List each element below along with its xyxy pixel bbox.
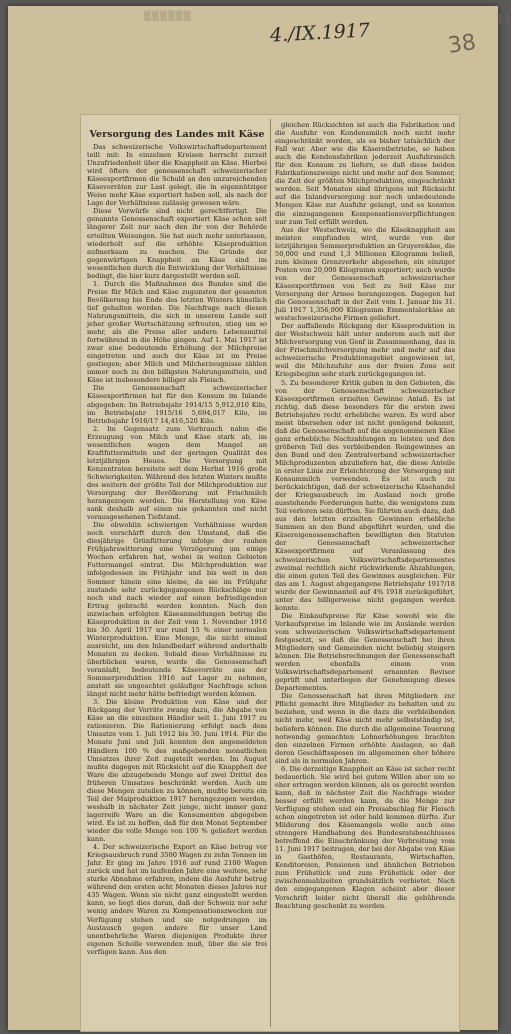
paragraph: 3. Die kleine Produktion von Käse und der Rückgang der Vorräte zwang dazu, die Abgabe von Käse an die einzelnen Händler seit 1. Juni 1917 zu rationieren. Die Rationierung erfolgt nach dem Umsatze vom 1. Juli 1912 bis 30. Juni 1914. Für die Monate Juni und Juli konnten den angemeldeten Händlern 100 % des maßgebenden monatlichen Umsatzes ihrer Zeit zugeteilt werden. Im August mußte dagegen mit Rücksicht auf die Knappheit der Ware die abzugebende Menge auf zwei Drittel des früheren Umsatzes beschränkt werden. Auch um diese Mengen zuteilen zu können, mußte bereits ein Teil der Maiproduktion 1917 herangezogen werden, weshalb in nächster Zeit junge, nicht immer ganz lagerreife Ware an die Konsumenten abgegeben wird. Es ist zu hoffen, daß für den Monat September wieder die volle Menge von 100 % geliefert werden kann.	[87, 698, 267, 844]
paragraph: 6. Die derzeitige Knappheit an Käse ist sicher recht bedauerlich. Sie wird bei gutem Willen aber um so eher ertragen werden können, als es gerecht werden kann, daß in nächster Zeit die Nachfrage wieder besser erfüllt werden kann, da die Menge zur Verfügung stehen und ein Preisabschlag für Fleisch schon eingetreten ist oder bald kommen dürfte. Zur Milderung des Käsemangels wolle auch eine strengere Handhabung des Bundesratsbeschlusses betreffend die Einschränkung der Verbreitung vom 11. Juni 1917 beitragen, der bei der Abgabe von Käse in Gasthöfen, Restaurants, Wirtschaften, Konditoreien, Pensionen und ähnlichen Betrieben zum Frühstück und zum Frühstück oder der zwischenmahlzeiten grundsätzlich verbietet. Nach den eingegangenen Klagen scheint aber dieser Vorschrift leider nicht überall die gebührende Beachtung geschenkt zu werden.	[275, 764, 455, 910]
archive-sheet	[8, 6, 511, 1030]
article-title: Versorgung des Landes mit Käse	[89, 129, 265, 140]
paragraph: Der auffallende Rückgang der Käseproduktion in der Westschweiz hält unter anderem auch mit der Milchversorgung von Genf in Zusammenhang, das in der Frischmilchversorgung mehr und mehr auf das schweizerische Produktionsgebiet angewiesen ist, weil die Milchzufuhr aus der freien Zone seit Kriegsbeginn sehr stark zurückgegangen ist.	[275, 322, 455, 379]
article-column-right	[275, 121, 455, 1025]
paragraph: 4. Der schweizerische Export an Käse betrug vor Kriegsausbruch rund 3500 Wagen zu zehn Tonnen im Jahr. Er ging im Jahre 1916 auf rund 2100 Wagen zurück und hat im laufenden Jahre eine weitere, sehr starke Abnahme erfahren, indem die Ausfuhr betrug während den ersten acht Monaten dieses Jahres nur 435 Wagen. Wenn sie nicht ganz eingestellt werden kann, so liegt dies daran, daß der Schweiz nur sehr wenig andere Waren zu Kompensationszwecken zur Verfügung stehen und sie notgedrungen im Austausch gegen andere für unser Land unentbehrliche Waren diejenigen Produkte ihrer eigenen Scholle verwenden muß, über die sie frei verfügen kann. Aus den	[87, 843, 267, 956]
faint-stamp: ▒▒▒▒▒▒	[144, 12, 192, 22]
column-divider	[270, 119, 271, 1027]
newspaper-clipping	[80, 114, 460, 1032]
paragraph: Die Genossenschaft schweizerischer Käseexportfirmen hat für den Konsum im Inlande abgegeben: Im Betriebsjahr 1914/15 5,912,010 Kilo, im Betriebsjahr 1915/16 5,694,017 Kilo, im Betriebsjahr 1916/17 14,416,520 Kilo.	[87, 384, 267, 425]
paragraph: 2. Im Gegensatz zum Verbrauch nahm die Erzeugung von Milch und Käse stark ab, im wesentlichen wegen dem Mangel an Kraftfuttermitteln und der geringen Qualität des letztjährigen Heues. Die Versorgung mit Konzentraten bereitete seit dem Herbst 1916 große Schwierigkeiten. Während des letzten Winters mußte des weitern der größte Teil der Milchproduktion zur Versorgung der Bevölkerung mit Frischmilch herangezogen werden. Die Herstellung von Käse sank deshalb auf einen nie gekannten und nicht vorausgesehenen Tiefstand.	[87, 424, 267, 522]
paragraph: Die Einkaufspreise für Käse sowohl wie die Verkaufspreise im Inlande wie im Auslande werden vom schweizerischen Volkswirtschaftsdepartement festgesetzt, so daß die Genossenschaft bei ihren Mitgliedern und Gemeinden nicht beliebig steigern können. Die Betriebsrechnungen der Genossenschaft werden ebenfalls einem vom Volkswirtschaftsdepartement ernannten Revisor geprüft und unterliegen der Genehmigung dieses Departementes.	[275, 611, 455, 693]
paragraph: 1. Durch die Maßnahmen des Bundes sind die Preise für Milch und Käse zugunsten der gesamten Bevölkerung bis Ende des letzten Winters künstlich tief gehalten worden. Die Nachfrage nach diesen Nahrungsmitteln, die sich in unserem Lande seit jeher großer Wertschätzung erfreuten, stieg um so mehr, als die Preise aller andern Lebensmittel fortwährend in die Höhe gingen. Auf 1. Mai 1917 ist zwar eine bedeutende Erhöhung der Milchpreise eingetreten und auch der Käse ist im Preise gestiegen; aber Milch und Milcherzeugnisse zählen immer noch zu den billigsten Nahrungsmitteln, und Käse ist insbesondere billiger als Fleisch.	[87, 279, 267, 385]
paragraph: 5. Zu besonderer Kritik gaben in den Gebieten, die von der Genossenschaft schweizerischer Käseexportfirmen erzielten Gewinne Anlaß. Es ist richtig, daß diese besonders für die ersten zwei Betriebsjahre recht erhebliche waren. Es wird aber meist übersehen oder ist nicht genügend bekannt, daß die Genossenschaft auf die angenommenen Käse ganz erhebliche Nachzahlungen zu leisten und den größeren Teil des verbleibenden Reingewinnes an den Bund und den Zentralverband schweizerischer Milchproduzenten abzuliefern hat, die diese Anteile in erster Linie zur Erleichterung der Versorgung mit Konsummilch verwenden. Es ist auch zu berücksichtigen, daß der schweizerische Käsehandel der Kriegsausbruch im Ausland noch große ausstehende Forderungen hatte, die wenigstens zum Teil verloren sein dürften. Sie führten auch dazu, daß aus den letzten erzielten Gewinnen erhebliche Summen an den Bund abgeführt wurden, und die Käsereigenossenschaften bewilligten den Statuten der Genossenschaft schweizerischer Käseexportfirmen auf Veranlassung des schweizerischen Volkswirtschaftsdepartementes zweimal rechtlich nicht rückwirkende Abzahlungen, die einen guten Teil des Gewinnes ausgleichen. Für das am 1. August abgegangene Betriebsjahr 1917/18 wurde der Gewinnanteil auf 4% 1918 zurückgeführt, unter das billigerweise nicht gegangen werden konnte.	[275, 378, 455, 612]
paragraph: Das schweizerische Volkswirtschaftsdepartement teilt mit: In einzelnen Kreisen herrscht zurzeit Unzufriedenheit über die Knappheit an Käse. Hierbei wird öfters der genossenschaft schweizerischer Käseexportfirmen die Schuld an den unzureichenden Käsevorräten zur Last gelegt, die in eigennütziger Weise mehr Käse exportiert haben soll, als nach der Lage der Verhältnisse zulässig gewesen wäre.	[87, 143, 267, 208]
paragraph: Die Genossenschaft hat ihren Mitgliedern zur Pflicht gemacht ihre Mitglieder zu behalten und zu beziehen, und wenn in die dazu die verbleibenden nicht mehr, weil Käse nicht mehr selbstständig ist, beliefern können. Die durch die allgemeine Teuerung notwendig gemachten Lohnerhöhungen brachten den einzelnen Firmen erhöhte Auslagen, so daß deren Geschäftsspesen im allgemeinen eher höhere sind als in normalen Jahren.	[275, 692, 455, 765]
article-column-left	[87, 121, 267, 1025]
paragraph: Aus der Westschweiz, wo die Käseknappheit am meisten empfunden wird, wurde von der letztjährigen Sommerproduktion an Gruyerekäse, die 50,000 und rund 1,3 Millionen Kilogramm beließ, zum kleinen Grenzverkehr abgesehen, ein einziger Posten von 20,000 Kilogramm exportiert; auch wurde von der Genossenschaft schweizerischer Käseexportfirmen von Seit zu Seit Käse zur Versorgung der Armee herangezogen. Dagegen hat die Genossenschaft in der Zeit vom 1. Januar bis 31. Juli 1917 1,356,000 Kilogramm Emmentalerkäse an westschweizerische Firmen geliefert.	[275, 225, 455, 323]
paragraph: gleichen Rücksichten ist auch die Fabrikation und die Ausfuhr von Kondensmilch noch nicht mehr eingeschränkt worden, als es bisher tatsächlich der Fall war. Aber wie die Käsereibetriebe, so haben auch die Kondensfabriken jederzeit Ausfuhrsmilch für den Konsum zu liefern, so daß diese beiden Fabrikationszweige nicht und mehr auf den Sommer, die Zeit der größten Milchproduktion, eingeschränkt werden. Seit Monaten sind übrigens mit Rücksicht auf die Inlandversorgung nur noch unbedeutende Mengen Käse zur Ausfuhr gelangt, und es konnten die einzugangenen Kompensationsverpflichtungen nur zum Teil erfüllt werden.	[275, 121, 455, 226]
paragraph: Die obwohlin schwierigen Verhältnisse wurden noch verschärft durch den Umstand, daß die diesjährige Grünfütterung infolge der rauhen Frühjahrswitterung eine Verzögerung um einige Wochen erfahren hat, wobei in weiten Gebieten Futtermangel eintrat. Die Milchproduktion war infolgedessen im Frühjahr und bis weit in den Sommer hinein eine kleine, da sie im Frühjahr zustande sehr zurückgegangenen Rückschläge nur noch und nach wieder auf einen befriedigenden Ertrag gebracht werden konnten. Nach den inzwischen erfolgten Käseanmeldungen betrug die Käseproduktion in der Zeit vom 1. November 1916 bis 30. April 1917 nur rund 15 % einer normalen Winterproduktion. Eine Menge, die nicht einmal ausreicht, um den Inlandbedarf während anderthalb Monaten zu decken. Sobald diese Verhältnisse zu überblicken waren, wurde die Genossenschaft veranlaßt, bedeutende Käsevorräte aus der Sommerproduktion 1916 auf Lager zu nehmen, anstatt sie ungeachtet geläufiger Nachfrage schon längst nicht mehr hätte befriedigt werden können.	[87, 521, 267, 699]
paragraph: Diese Vorwürfe sind nicht gerechtfertigt. Die genannte Genossenschaft exportiert Käse schon seit längerer Zeit nur nach den ihr von der Behörde erteilten Weisungen. Sie hat auch mehr unterlassen, wiederholt auf die erhöhte Käseproduktion aufmerksam zu machen. Die Gründe der gegenwärtigen Knappheit an Käse sind im wesentlichen durch die Entwicklung der Verhältnisse bedingt, die hier kurz dargestellt werden soll.	[87, 207, 267, 280]
corner-mark: 11	[496, 12, 511, 26]
handwritten-page-number: 38	[446, 30, 478, 59]
handwritten-date: 4./IX.1917	[269, 19, 371, 47]
